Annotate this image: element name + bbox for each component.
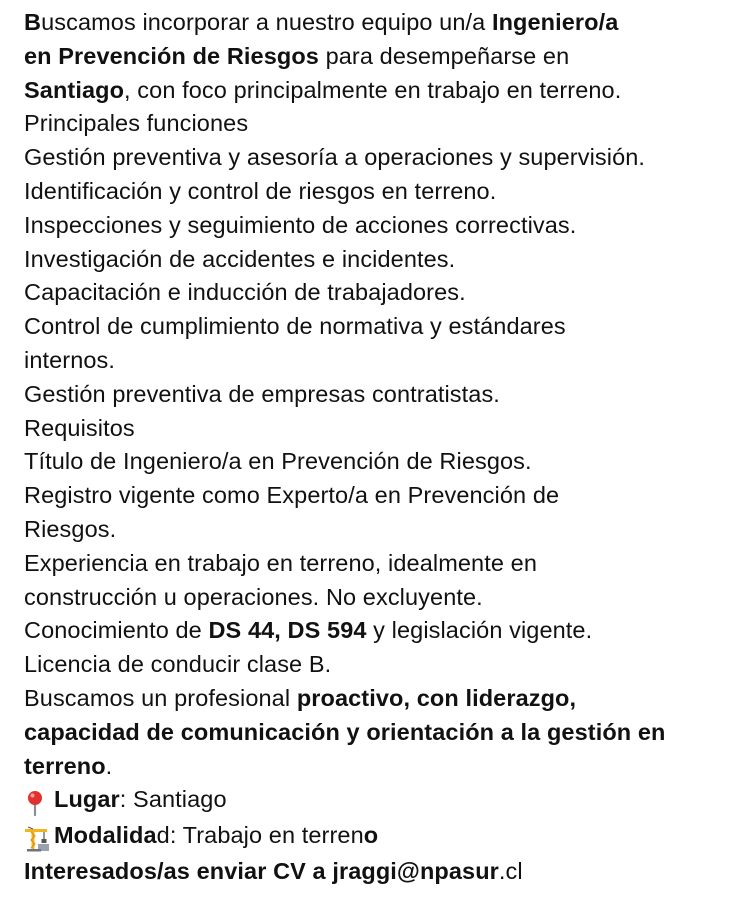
position-title-cont: en Prevención de Riesgos xyxy=(24,42,319,69)
requirement-item: Registro vigente como Experto/a en Prevención de xyxy=(24,482,560,509)
profile-line-3: terreno. xyxy=(24,752,113,779)
intro-line-2: en Prevención de Riesgos para desempeñarse en xyxy=(24,42,570,69)
place-line xyxy=(24,783,736,819)
requirement-item-cont: Riesgos. xyxy=(24,515,117,542)
modality-line: Modalidad: Trabajo en terreno xyxy=(24,819,736,855)
contact-line xyxy=(24,855,736,889)
functions-heading: Principales funciones xyxy=(24,110,249,137)
function-item: Identificación y control de riesgos en terreno. xyxy=(24,177,497,204)
function-item: Capacitación e inducción de trabajadores. xyxy=(24,279,466,306)
regulations-text: DS 44, DS 594 xyxy=(208,617,367,644)
requirements-heading: Requisitos xyxy=(24,414,135,441)
function-item: Gestión preventiva de empresas contratistas. xyxy=(24,380,500,407)
location-text: Santiago xyxy=(24,76,125,103)
contact-email-domain[interactable]: .cl xyxy=(498,857,523,884)
knowledge-line: Conocimiento de DS 44, DS 594 y legislación vigente. xyxy=(24,617,593,644)
round-pushpin-icon xyxy=(24,785,54,819)
position-title: Ingeniero/a xyxy=(491,9,619,35)
intro-line-1: Buscamos incorporar a nuestro equipo un/a Ingeniero/a xyxy=(24,9,619,35)
modality-value: : Trabajo en terren xyxy=(169,822,364,849)
requirement-item: Experiencia en trabajo en terreno, idealmente en xyxy=(24,549,537,576)
function-item: Investigación de accidentes e incidentes. xyxy=(24,245,456,272)
building-construction-crane-icon xyxy=(24,821,54,855)
job-post xyxy=(24,6,736,889)
place-label: Lugar xyxy=(54,786,120,813)
place-value: : Santiago xyxy=(119,786,227,813)
requirement-item: Título de Ingeniero/a en Prevención de Riesgos. xyxy=(24,448,532,475)
profile-line-1: Buscamos un profesional proactivo, con liderazgo, xyxy=(24,684,577,711)
function-item: Gestión preventiva y asesoría a operaciones y supervisión. xyxy=(24,144,646,171)
intro-line-3: Santiago, con foco principalmente en trabajo en terreno. xyxy=(24,76,622,103)
license-line: Licencia de conducir clase B. xyxy=(24,651,332,678)
requirement-item-cont: construcción u operaciones. No excluyente. xyxy=(24,583,483,610)
modality-label: Modalida xyxy=(54,822,157,849)
function-item: Control de cumplimiento de normativa y estándares xyxy=(24,313,566,340)
function-item-cont: internos. xyxy=(24,346,116,373)
function-item: Inspecciones y seguimiento de acciones correctivas. xyxy=(24,211,577,238)
profile-line-2: capacidad de comunicación y orientación a la gestión en xyxy=(24,718,666,745)
contact-email-text[interactable]: Interesados/as enviar CV a jraggi@npasur xyxy=(24,857,499,884)
